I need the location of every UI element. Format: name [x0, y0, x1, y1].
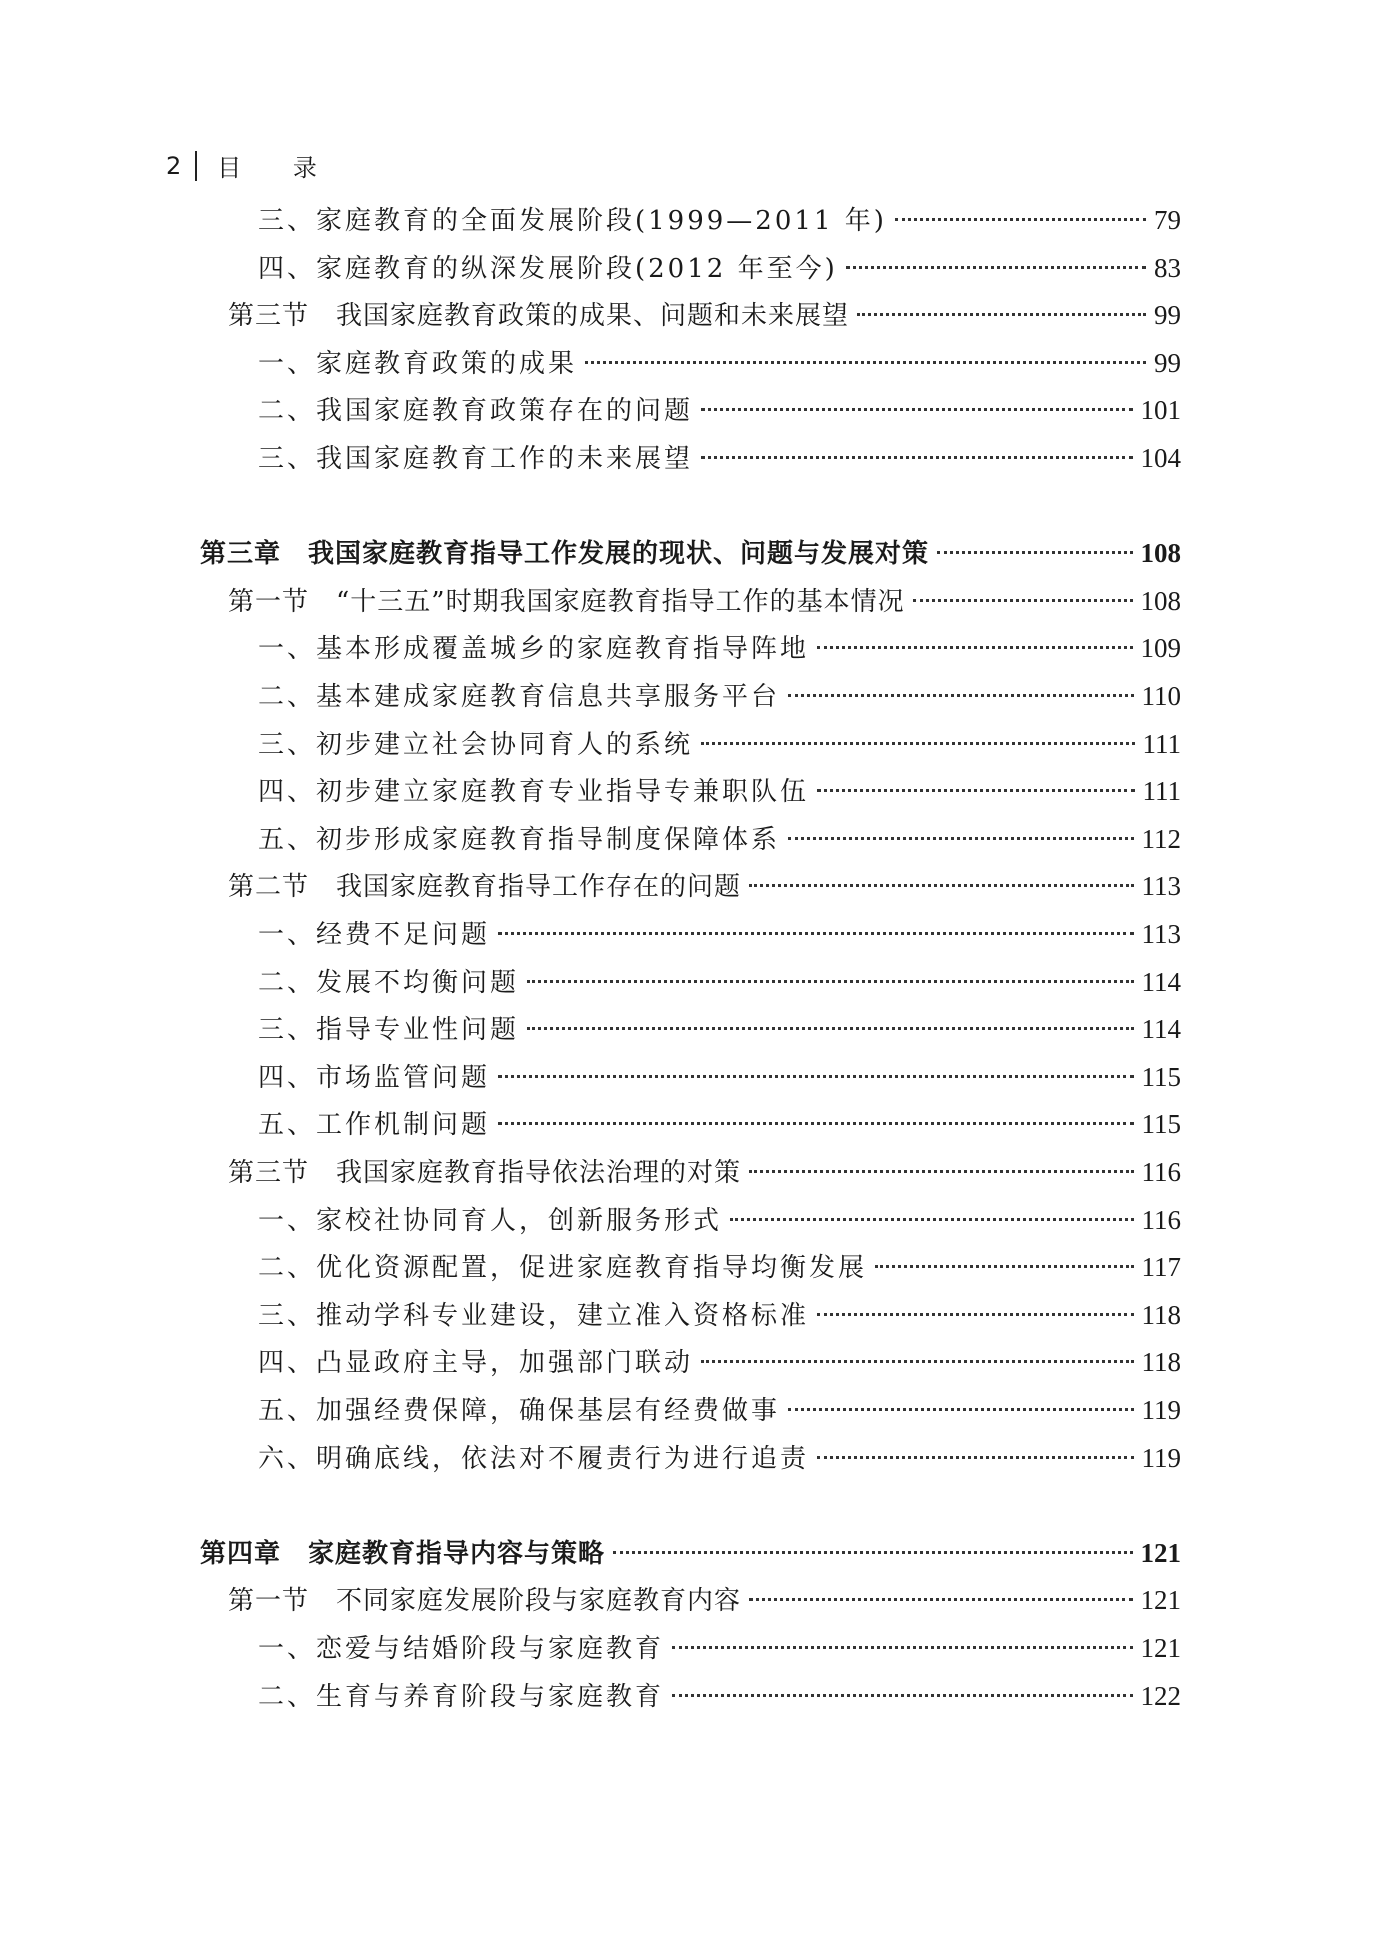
dot-leader	[701, 742, 1134, 745]
toc-entry-page-number: 121	[1140, 1537, 1181, 1568]
dot-leader	[895, 218, 1146, 221]
toc-entry-title: 第三节 我国家庭教育指导依法治理的对策	[228, 1158, 742, 1188]
toc-item-entry	[258, 1005, 1181, 1053]
dot-leader	[498, 932, 1133, 935]
toc-entry-page-number: 99	[1154, 347, 1181, 378]
page-number: 2	[166, 151, 182, 180]
toc-entry-title: 三、推动学科专业建设，建立准入资格标准	[258, 1300, 810, 1331]
toc-item-entry	[258, 624, 1181, 672]
toc-entry-page-number: 99	[1154, 300, 1181, 331]
toc-entry-page-number: 118	[1141, 1347, 1181, 1378]
toc-item-entry	[258, 767, 1181, 815]
toc-entry-page-number: 79	[1154, 205, 1181, 235]
toc-entry-page-number: 122	[1140, 1680, 1181, 1711]
toc-entry-page-number: 119	[1141, 1442, 1181, 1473]
dot-leader	[788, 837, 1133, 840]
toc-entry-page-number: 111	[1142, 728, 1181, 759]
toc-section-entry	[228, 862, 1181, 910]
header-title: 目 录	[217, 154, 339, 182]
toc-entry-title: 四、凸显政府主导，加强部门联动	[258, 1348, 694, 1379]
dot-leader	[498, 1122, 1133, 1125]
toc-entry-title: 第一节 不同家庭发展阶段与家庭教育内容	[228, 1586, 742, 1617]
toc-entry-title: 第三节 我国家庭教育政策的成果、问题和未来展望	[228, 301, 850, 332]
toc-item-entry	[258, 1100, 1181, 1148]
toc-entry-title: 三、家庭教育的全面发展阶段(1999—2011 年)	[258, 206, 887, 236]
toc-entry-page-number: 119	[1141, 1395, 1181, 1425]
toc-section-entry	[228, 577, 1181, 625]
toc-item-entry	[258, 815, 1181, 863]
toc-entry-title: 一、恋爱与结婚阶段与家庭教育	[258, 1634, 665, 1664]
toc-entry-title: 四、市场监管问题	[258, 1062, 491, 1093]
dot-leader	[701, 1360, 1133, 1363]
toc-item-entry	[258, 1386, 1181, 1434]
dot-leader	[788, 694, 1133, 697]
dot-leader	[672, 1694, 1132, 1697]
toc-item-entry	[258, 434, 1181, 482]
toc-entry-title: 三、我国家庭教育工作的未来展望	[258, 444, 694, 474]
toc-entry-title: 二、优化资源配置，促进家庭教育指导均衡发展	[258, 1253, 868, 1284]
dot-leader	[749, 1598, 1132, 1601]
toc-item-entry	[258, 386, 1181, 434]
toc-entry-page-number: 111	[1142, 776, 1181, 807]
toc-entry-page-number: 121	[1140, 1585, 1181, 1616]
toc-entry-title: 五、工作机制问题	[258, 1110, 491, 1141]
toc-entry-page-number: 83	[1154, 252, 1181, 283]
toc-entry-title: 一、经费不足问题	[258, 920, 491, 950]
dot-leader	[701, 408, 1132, 411]
dot-leader	[817, 789, 1134, 792]
toc-entry-page-number: 113	[1141, 871, 1181, 902]
toc-entry-page-number: 117	[1141, 1252, 1181, 1283]
dot-leader	[788, 1408, 1133, 1411]
dot-leader	[817, 1313, 1133, 1316]
toc-entry-title: 二、生育与养育阶段与家庭教育	[258, 1681, 665, 1712]
toc-item-entry	[258, 958, 1181, 1006]
toc-chapter-entry	[200, 1529, 1181, 1577]
toc-entry-title: 四、初步建立家庭教育专业指导专兼职队伍	[258, 777, 810, 808]
toc-entry-page-number: 113	[1141, 919, 1181, 949]
dot-leader	[585, 361, 1146, 364]
toc-item-entry	[258, 1243, 1181, 1291]
toc-item-entry	[258, 339, 1181, 387]
dot-leader	[913, 599, 1133, 602]
toc-entry-title: 二、发展不均衡问题	[258, 967, 520, 998]
toc-chapter-entry	[200, 529, 1181, 577]
dot-leader	[730, 1218, 1133, 1221]
toc-entry-page-number: 104	[1140, 443, 1181, 473]
dot-leader	[701, 456, 1132, 459]
dot-leader	[875, 1265, 1133, 1268]
toc-entry-page-number: 116	[1141, 1157, 1181, 1187]
toc-section-entry	[228, 1576, 1181, 1624]
toc-entry-title: 一、基本形成覆盖城乡的家庭教育指导阵地	[258, 634, 810, 665]
header-divider	[195, 151, 197, 181]
toc-entry-title: 第二节 我国家庭教育指导工作存在的问题	[228, 872, 742, 903]
toc-entry-page-number: 121	[1140, 1633, 1181, 1663]
dot-leader	[749, 1170, 1133, 1173]
toc-entry-page-number: 108	[1140, 585, 1181, 616]
toc-entry-title: 六、明确底线，依法对不履责行为进行追责	[258, 1443, 810, 1474]
toc-entry-page-number: 116	[1141, 1204, 1181, 1235]
toc-item-entry	[258, 1196, 1181, 1244]
toc-entry-page-number: 118	[1141, 1299, 1181, 1330]
toc-item-entry	[258, 1053, 1181, 1101]
dot-leader	[672, 1646, 1132, 1649]
toc-item-entry	[258, 196, 1181, 244]
toc-entry-title: 第四章 家庭教育指导内容与策略	[200, 1538, 606, 1569]
toc-entry-title: 一、家校社协同育人，创新服务形式	[258, 1205, 723, 1236]
dot-leader	[527, 980, 1133, 983]
toc-entry-page-number: 108	[1140, 538, 1181, 569]
toc-item-entry	[258, 1672, 1181, 1720]
toc-item-entry	[258, 1291, 1181, 1339]
toc-entry-title: 二、我国家庭教育政策存在的问题	[258, 396, 694, 427]
dot-leader	[613, 1551, 1132, 1554]
toc-entry-title: 五、初步形成家庭教育指导制度保障体系	[258, 824, 781, 855]
toc-entry-title: 四、家庭教育的纵深发展阶段(2012 年至今)	[258, 253, 838, 284]
toc-entry-title: 二、基本建成家庭教育信息共享服务平台	[258, 682, 781, 712]
toc-section-entry	[228, 1148, 1181, 1196]
dot-leader	[498, 1075, 1133, 1078]
toc-entry-page-number: 109	[1140, 633, 1181, 664]
toc-entry-title: 第三章 我国家庭教育指导工作发展的现状、问题与发展对策	[200, 539, 930, 570]
toc-item-entry	[258, 910, 1181, 958]
toc-entry-title: 三、指导专业性问题	[258, 1015, 520, 1046]
toc-entry-title: 第一节 “十三五”时期我国家庭教育指导工作的基本情况	[228, 586, 905, 617]
toc-entry-page-number: 110	[1141, 681, 1181, 711]
dot-leader	[857, 313, 1146, 316]
toc-entry-title: 三、初步建立社会协同育人的系统	[258, 729, 694, 760]
toc-item-entry	[258, 244, 1181, 292]
dot-leader	[937, 551, 1132, 554]
toc-entry-title: 一、家庭教育政策的成果	[258, 348, 578, 379]
toc-item-entry	[258, 720, 1181, 768]
toc-section-entry	[228, 291, 1181, 339]
toc-entry-title: 五、加强经费保障，确保基层有经费做事	[258, 1396, 781, 1426]
toc-item-entry	[258, 672, 1181, 720]
toc-item-entry	[258, 1434, 1181, 1482]
toc-item-entry	[258, 1624, 1181, 1672]
dot-leader	[527, 1027, 1133, 1030]
dot-leader	[817, 646, 1132, 649]
dot-leader	[749, 884, 1133, 887]
running-header	[166, 148, 339, 183]
toc-entry-page-number: 114	[1141, 1014, 1181, 1045]
dot-leader	[817, 1456, 1133, 1459]
dot-leader	[846, 266, 1146, 269]
toc-entry-page-number: 114	[1141, 966, 1181, 997]
toc-entry-page-number: 112	[1141, 823, 1181, 854]
toc-entry-page-number: 101	[1140, 395, 1181, 426]
toc-item-entry	[258, 1338, 1181, 1386]
toc-entry-page-number: 115	[1141, 1109, 1181, 1140]
toc-entry-page-number: 115	[1141, 1061, 1181, 1092]
